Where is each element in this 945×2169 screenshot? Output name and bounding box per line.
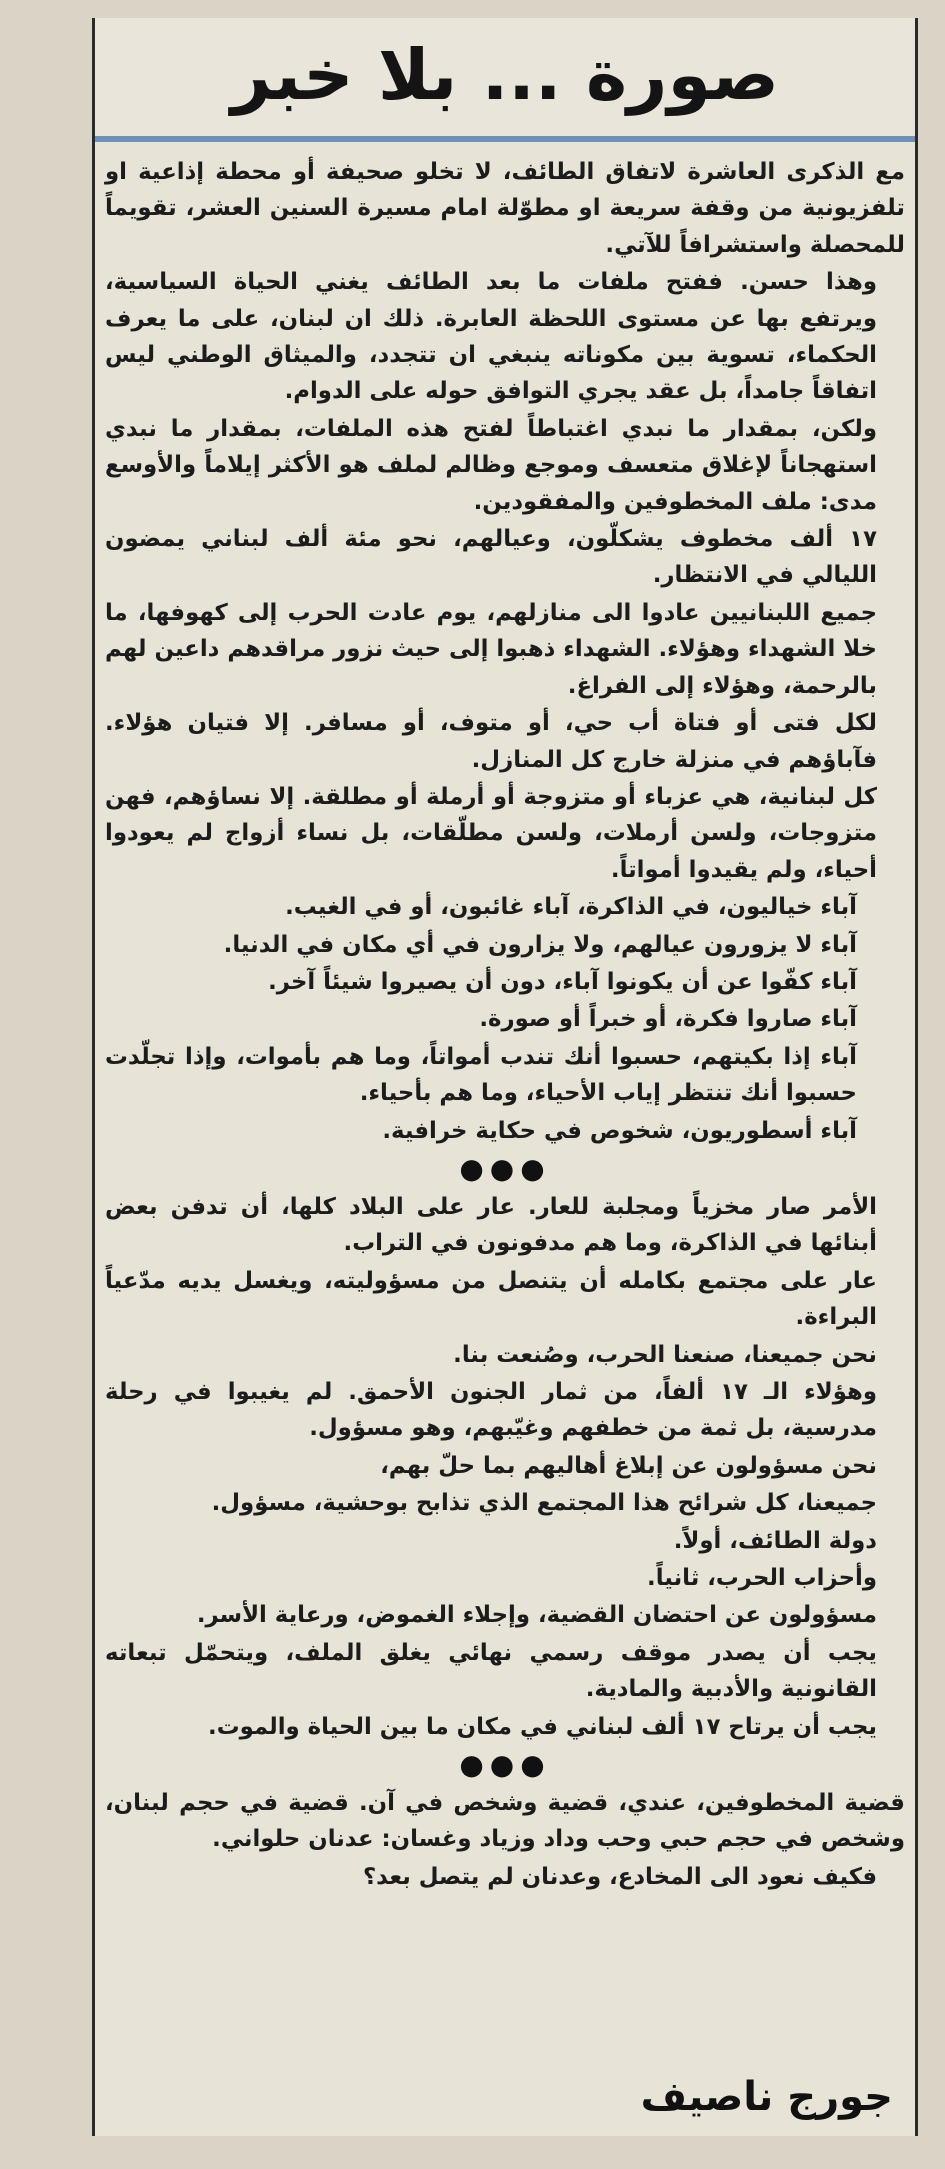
paragraph: يجب أن يصدر موقف رسمي نهائي يغلق الملف، ويتحمّل تبعاته القانونية والأدبية والمادية. [105, 1639, 877, 1703]
paragraph: مسؤولون عن احتضان القضية، وإجلاء الغموض، ورعاية الأسر. [196, 1602, 877, 1629]
newspaper-clipping [92, 18, 918, 2136]
paragraph: آباء خياليون، في الذاكرة، آباء غائبون، أو في الغيب. [285, 894, 857, 921]
paragraph: آباء صاروا فكرة، أو خبراً أو صورة. [479, 1006, 857, 1033]
paragraph: آباء أسطوريون، شخوص في حكاية خرافية. [382, 1117, 857, 1144]
paragraph: ١٧ ألف مخطوف يشكلّون، وعيالهم، نحو مئة ألف لبناني يمضون الليالي في الانتظار. [105, 526, 877, 589]
paragraph: آباء لا يزورون عيالهم، ولا يزارون في أي مكان في الدنيا. [223, 931, 857, 958]
paragraph: فكيف نعود الى المخادع، وعدنان لم يتصل بعد؟ [362, 1863, 877, 1890]
paragraph: نحن جميعنا، صنعنا الحرب، وصُنعت بنا. [453, 1341, 877, 1368]
title-banner [95, 18, 915, 142]
paragraph: وأحزاب الحرب، ثانياً. [647, 1565, 877, 1592]
section-separator: ●●● [459, 1748, 551, 1782]
article-body [105, 154, 905, 2056]
paragraph: قضية المخطوفين، عندي، قضية وشخص في آن. قضية في حجم لبنان، وشخص في حجم حبي وحب وداد وزياد وغسان: عدنان حلواني. [105, 1790, 905, 1853]
paragraph: عار على مجتمع بكامله أن يتنصل من مسؤوليته، ويغسل يديه مدّعياً البراءة. [105, 1267, 877, 1331]
paragraph: مع الذكرى العاشرة لاتفاق الطائف، لا تخلو صحيفة أو محطة إذاعية او تلفزيونية من وقفة سريعة او مطوّلة امام مسيرة السنين العشر، تقويماً للمحصلة واستشرافاً للآتي. [105, 159, 905, 258]
paragraph: وهذا حسن. ففتح ملفات ما بعد الطائف يغني الحياة السياسية، ويرتفع بها عن مستوى اللحظة العابرة. ذلك ان لبنان، على ما يعرف الحكماء، تسوية بين مكوناته ينبغي ان تتجدد، والميثاق الوطني ليس اتفاقاً جامداً، بل عقد يجري التوافق حوله على الدوام. [105, 269, 877, 405]
author-signature: جورج ناصيف [640, 2074, 893, 2120]
paragraph: الأمر صار مخزياً ومجلبة للعار. عار على البلاد كلها، أن تدفن بعض أبنائها في الذاكرة، وما هم مدفونون في التراب. [105, 1193, 877, 1257]
paragraph: لكل فتى أو فتاة أب حي، أو متوف، أو مسافر. إلا فتيان هؤلاء. فآباؤهم في منزلة خارج كل المنازل. [105, 710, 877, 773]
section-separator: ●●● [459, 1151, 551, 1185]
paragraph: دولة الطائف، أولاً. [673, 1527, 877, 1554]
paragraph: آباء إذا بكيتهم، حسبوا أنك تندب أمواتاً، وما هم بأموات، وإذا تجلّدت حسبوا أنك تنتظر إياب الأحياء، وما هم بأحياء. [105, 1043, 857, 1107]
paragraph: جميع اللبنانيين عادوا الى منازلهم، يوم عادت الحرب إلى كهوفها، ما خلا الشهداء وهؤلاء. الشهداء ذهبوا إلى حيث نزور مراقدهم داعين لهم بالرحمة، وهؤلاء إلى الفراغ. [105, 599, 877, 699]
paragraph: جميعنا، كل شرائح هذا المجتمع الذي تذابح بوحشية، مسؤول. [211, 1490, 877, 1517]
paragraph: كل لبنانية، هي عزباء أو متزوجة أو أرملة أو مطلقة. إلا نساؤهم، فهن متزوجات، ولسن أرملات، ولسن مطلّقات، بل نساء أزواج لم يعودوا أحياء، ولم يقيدوا أمواتاً. [105, 783, 877, 883]
paragraph: نحن مسؤولون عن إبلاغ أهاليهم بما حلّ بهم، [380, 1452, 877, 1479]
article-title: صورة ... بلا خبر [230, 34, 780, 116]
paragraph: وهؤلاء الـ ١٧ ألفاً، من ثمار الجنون الأحمق. لم يغيبوا في رحلة مدرسية، بل ثمة من خطفهم وغيّبهم، وهو مسؤول. [105, 1379, 877, 1442]
paragraph: ولكن، بمقدار ما نبدي اغتباطاً لفتح هذه الملفات، بمقدار ما نبدي استهجاناً لإغلاق متعسف وموجع وظالم لملف هو الأكثر إيلاماً والأوسع مدى: ملف المخطوفين والمفقودين. [105, 415, 877, 515]
paragraph: يجب أن يرتاح ١٧ ألف لبناني في مكان ما بين الحياة والموت. [208, 1713, 877, 1740]
paragraph: آباء كفّوا عن أن يكونوا آباء، دون أن يصيروا شيئاً آخر. [268, 968, 857, 995]
